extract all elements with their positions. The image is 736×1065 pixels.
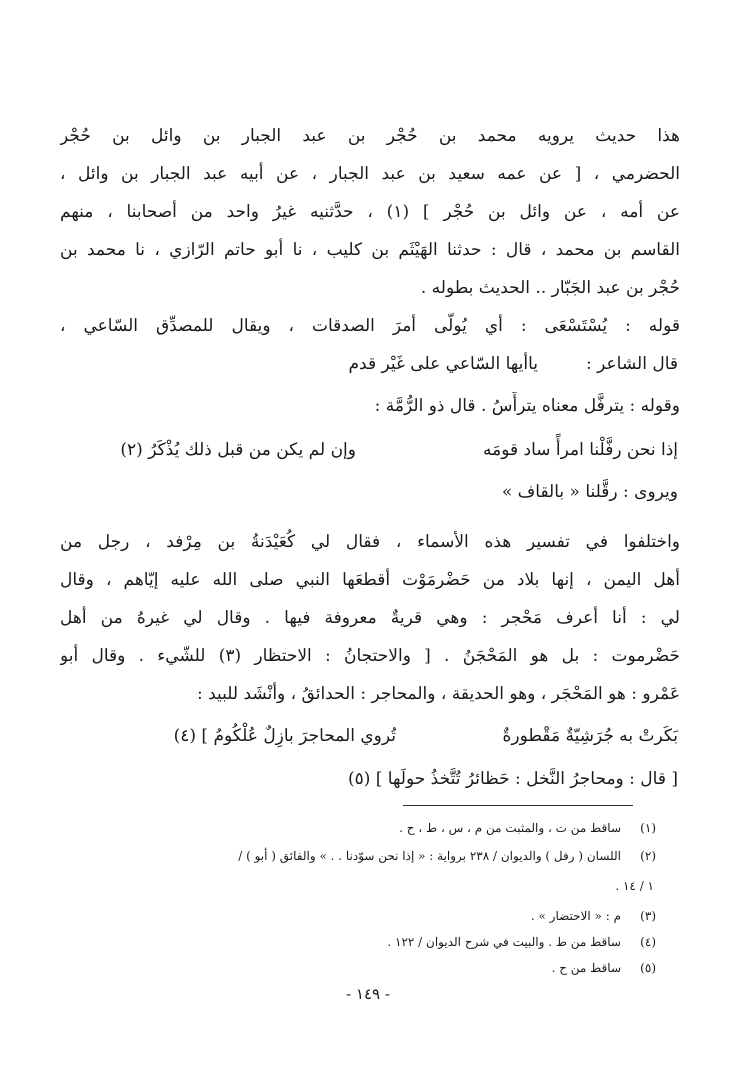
footnote-number: (٣) — [640, 909, 656, 923]
para2-line-1: واختلفوا في تفسير هذه الأسماء ، فقال لي كُعَيْدَنةُ بن مِرْفد ، رجل من — [60, 532, 680, 552]
body-line-3: عن أمه ، عن وائل بن حُجْر ] (١) ، حدَّثنيه غيرُ واحد من أصحابنا ، منهم — [60, 202, 680, 222]
poet-intro: قال الشاعر : — [586, 354, 678, 374]
footnote-number: (٥) — [640, 961, 656, 975]
footnote-text: ساقط من ت ، والمثبت من م ، س ، ط ، ح . — [399, 821, 621, 835]
body-line-4: القاسم بن محمد ، قال : حدثنا الهَيْثَم بن كليب ، نا أبو حاتم الرّازي ، نا محمد بن — [60, 240, 680, 260]
verse-2-second-hemistich: وإن لم يكن من قبل ذلك يُذْكَرُ (٢) — [120, 440, 356, 460]
verse-3-first-hemistich: بَكَرتْ به جُرَشِيّةٌ مَقْطورةٌ — [502, 726, 678, 746]
footnote-text: اللسان ( رفل ) والديوان / ٢٣٨ برواية : « إذا نحن سوّدنا . . » والفائق ( أبو ) / — [238, 849, 621, 863]
footnote-rule — [403, 805, 633, 806]
footnote-text: ساقط من ح . — [551, 961, 621, 975]
body-line-1: هذا حديث يرويه محمد بن حُجْر بن عبد الجبار بن وائل بن حُجْر — [60, 126, 680, 146]
footnote-text: ساقط من ط . والبيت في شرح الديوان / ١٢٢ . — [387, 935, 621, 949]
body-line-5: حُجْر بن عبد الجَبّار .. الحديث بطوله . — [420, 278, 680, 298]
verse-3-second-hemistich: تُروي المحاجرَ بازِلٌ عُلْكُومُ ] (٤) — [173, 726, 396, 746]
verse-1: ياأيها السّاعي على غَيْر قدم — [348, 354, 538, 374]
page-number: - ١٤٩ - — [346, 985, 390, 1003]
body-line-2: الحضرمي ، [ عن عمه سعيد بن عبد الجبار ، عن أبيه عبد الجبار بن وائل ، — [60, 164, 680, 184]
dhu-rumma-line: وقوله : يترفَّل معناه يترأَّسُ . قال ذو الرُّمَّة : — [374, 396, 680, 416]
para2-line-4: حَضْرموت : بل هو المَحْجَنُ . [ والاحتجانُ : الاحتظار (٣) للشّيء . وقال أبو — [60, 646, 680, 666]
footnote-number: (٤) — [640, 935, 656, 949]
body-line-6: قوله : يُسْتَسْعَى : أي يُولّى أمرَ الصدقات ، ويقال للمصدِّق السّاعي ، — [60, 316, 680, 336]
footnote-continuation: ١ / ١٤ . — [615, 879, 654, 893]
nakhl-line: [ قال : ومحاجرُ النَّخل : حَظائرُ تُتَّخذُ حولَها ] (٥) — [347, 769, 678, 789]
footnote-number: (٢) — [640, 849, 656, 863]
footnote-number: (١) — [640, 821, 656, 835]
verse-2-first-hemistich: إذا نحن رفَّلْنا امرأً ساد قومَه — [482, 440, 678, 460]
para2-line-5: عَمْرو : هو المَحْجَر ، وهو الحديقة ، والمحاجر : الحدائقُ ، وأنْشَد للبيد : — [196, 684, 680, 704]
para2-line-3: لي : أنا أعرف مَحْجر : وهي قريةٌ معروفة فيها . وقال لي غيرهُ من أهل — [60, 608, 680, 628]
riwaya-line: ويروى : رقَّلنا « بالقاف » — [501, 482, 678, 502]
footnote-text: م : « الاحتضار » . — [530, 909, 621, 923]
para2-line-2: أهل اليمن ، إنها بلاد من حَضْرمَوْت أقطعَها النبي صلى الله عليه إيّاهم ، وقال — [60, 570, 680, 590]
